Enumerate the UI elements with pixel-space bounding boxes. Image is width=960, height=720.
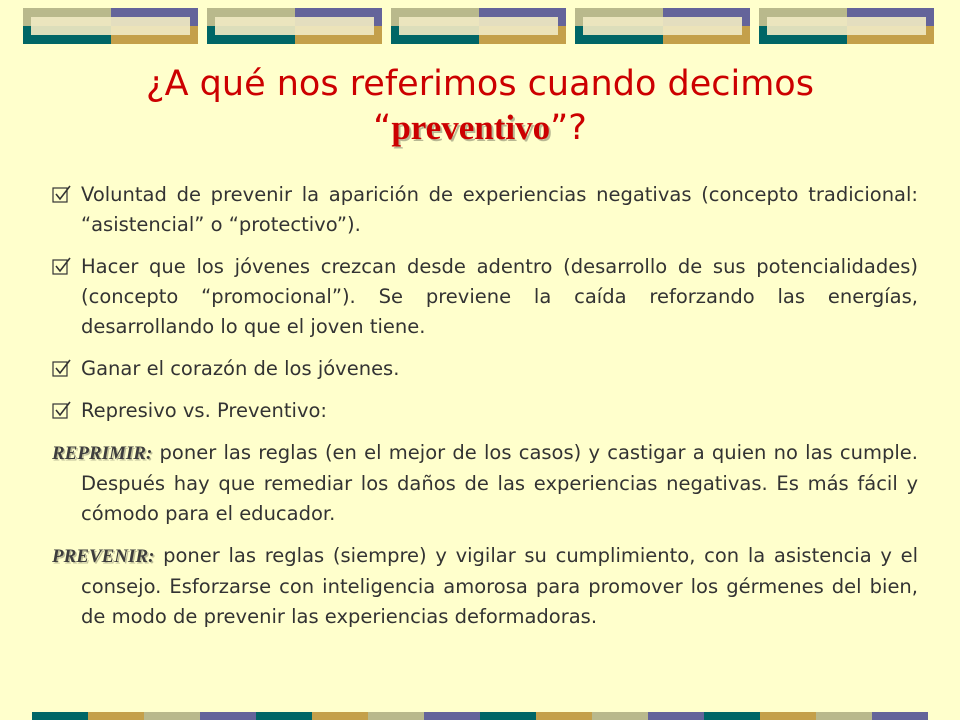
title-line-1: ¿A qué nos referimos cuando decimos bbox=[146, 64, 814, 104]
definition-prevenir bbox=[52, 541, 918, 632]
definition-label: PREVENIR: bbox=[52, 546, 155, 567]
decoration-segment bbox=[424, 712, 480, 720]
checkbox-icon bbox=[52, 401, 71, 420]
bullet-item bbox=[52, 180, 918, 240]
decoration-segment bbox=[816, 712, 872, 720]
decoration-segment bbox=[368, 712, 424, 720]
top-decoration-band bbox=[23, 8, 935, 44]
decoration-segment bbox=[536, 712, 592, 720]
decoration-segment bbox=[648, 712, 704, 720]
bullet-text: Voluntad de prevenir la aparición de experiencias negativas (concepto tradicional: “asistencial” o “protectivo”). bbox=[81, 183, 918, 236]
title-open-quote: “ bbox=[373, 108, 392, 148]
slide-title bbox=[0, 62, 960, 150]
definition-label: REPRIMIR: bbox=[52, 443, 153, 464]
slide-body bbox=[52, 180, 918, 644]
decoration-block bbox=[23, 8, 198, 44]
bullet-item bbox=[52, 252, 918, 342]
bullet-text: Hacer que los jóvenes crezcan desde adentro (desarrollo de sus potencialidades) (concepto “promocional”). Se previene la caída reforzando las energías, desarrollando lo que el joven tiene. bbox=[81, 255, 918, 338]
decoration-segment bbox=[872, 712, 928, 720]
bullet-text: Represivo vs. Preventivo: bbox=[81, 399, 327, 422]
bullet-item bbox=[52, 354, 918, 384]
title-emphasis: preventivo bbox=[391, 108, 551, 147]
decoration-block bbox=[575, 8, 750, 44]
decoration-segment bbox=[480, 712, 536, 720]
bullet-text: Ganar el corazón de los jóvenes. bbox=[81, 357, 400, 380]
title-line-2 bbox=[0, 106, 960, 150]
decoration-segment bbox=[32, 712, 88, 720]
bottom-decoration-band bbox=[32, 712, 928, 720]
bullet-item bbox=[52, 396, 918, 426]
decoration-block bbox=[759, 8, 934, 44]
checkbox-icon bbox=[52, 359, 71, 378]
decoration-segment bbox=[592, 712, 648, 720]
decoration-segment bbox=[200, 712, 256, 720]
definition-reprimir bbox=[52, 438, 918, 529]
decoration-segment bbox=[312, 712, 368, 720]
decoration-segment bbox=[144, 712, 200, 720]
decoration-block bbox=[207, 8, 382, 44]
decoration-block bbox=[391, 8, 566, 44]
title-close-quote: ”? bbox=[550, 108, 587, 148]
decoration-segment bbox=[760, 712, 816, 720]
definition-text: poner las reglas (siempre) y vigilar su cumplimiento, con la asistencia y el consejo. Esforzarse con inteligencia amorosa para promover los gérmenes del bien, de modo de prevenir las experiencias deformadoras. bbox=[81, 544, 919, 628]
checkbox-icon bbox=[52, 257, 71, 276]
decoration-segment bbox=[88, 712, 144, 720]
definition-text: poner las reglas (en el mejor de los casos) y castigar a quien no las cumple. Después hay que remediar los daños de las experiencias negativas. Es más fácil y cómodo para el educador. bbox=[81, 441, 918, 525]
decoration-segment bbox=[704, 712, 760, 720]
decoration-segment bbox=[256, 712, 312, 720]
checkbox-icon bbox=[52, 185, 71, 204]
